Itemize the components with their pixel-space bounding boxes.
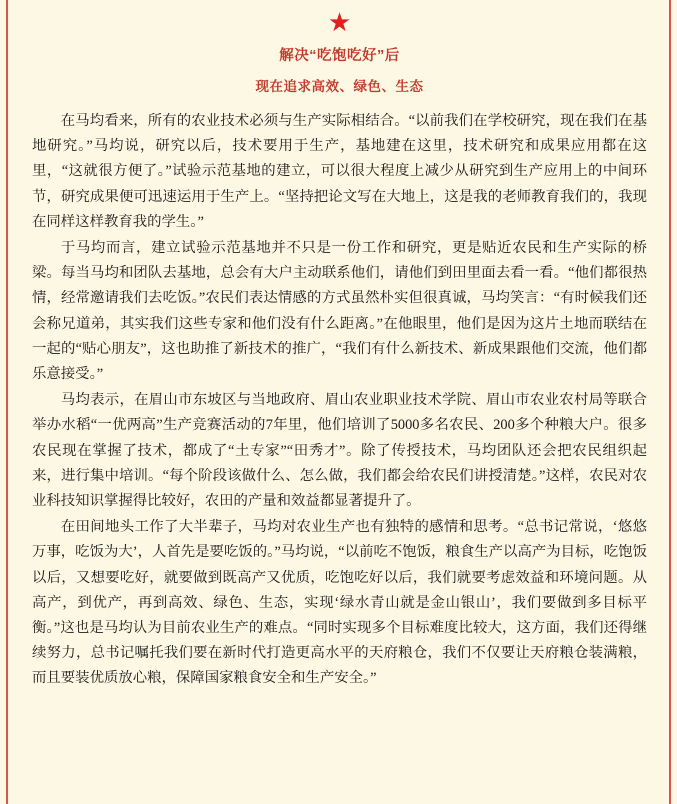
paragraph: 于马均而言，建立试验示范基地并不只是一份工作和研究，更是贴近农民和生产实际的桥梁。每当马均和团队去基地，总会有大户主动联系他们，请他们到田里面去看一看。“他们都很热情，经常邀请我们去吃饭。”农民们表达情感的方式虽然朴实但很真诚，马均笑言：“有时候我们还会称兄道弟，其实我们这些专家和他们没有什么距离。”在他眼里，他们是因为这片土地而联结在一起的“贴心朋友”，这也助推了新技术的推广，“我们有什么新技术、新成果跟他们交流，他们都乐意接受。” [32, 240, 647, 383]
star-decoration [32, 10, 647, 38]
article-subheadline: 现在追求高效、绿色、生态 [255, 79, 424, 94]
article-body [32, 109, 647, 692]
paragraph: 马均表示，在眉山市东坡区与当地政府、眉山农业职业技术学院、眉山市农业农村局等联合举办水稻“一优两高”生产竞赛活动的7年里，他们培训了5000多名农民、200多个种粮大户。很多农民现在掌握了技术，都成了“土专家”“田秀才”。除了传授技术，马均团队还会把农民组织起来，进行集中培训。“每个阶段该做什么、怎么做，我们都会给农民们讲授清楚。”这样，农民对农业科技知识掌握得比较好，农田的产量和效益都显著提升了。 [32, 392, 647, 510]
star-icon: ★ [327, 8, 352, 37]
paragraph: 在马均看来，所有的农业技术必须与生产实际相结合。“以前我们在学校研究，现在我们在基地研究。”马均说，研究以后，技术要用于生产，基地建在这里，技术研究和成果应用都在这里，“这就很方便了。”试验示范基地的建立，可以很大程度上减少从研究到生产应用上的中间环节，研究成果便可迅速运用于生产上。“坚持把论文写在大地上，这是我的老师教育我们的，我现在同样这样教育我的学生。” [32, 113, 647, 230]
article-headline: 解决“吃饱吃好”后 [279, 48, 400, 64]
paragraph: 在田间地头工作了大半辈子，马均对农业生产也有独特的感情和思考。“总书记常说，‘悠悠万事，吃饭为大’，人首先是要吃饭的。”马均说，“以前吃不饱饭，粮食生产以高产为目标，吃饱饭以后，又想要吃好，就要做到既高产又优质，吃饱吃好以后，我们就要考虑效益和环境问题。从高产，到优产，再到高效、绿色、生态，实现‘绿水青山就是金山银山’，我们要做到多目标平衡。”这也是马均认为目前农业生产的难点。“同时实现多个目标难度比较大，这方面，我们还得继续努力，总书记嘱托我们要在新时代打造更高水平的天府粮仓，我们不仅要让天府粮仓装满粮，而且要装优质放心粮，保障国家粮食安全和生产安全。” [32, 519, 647, 687]
